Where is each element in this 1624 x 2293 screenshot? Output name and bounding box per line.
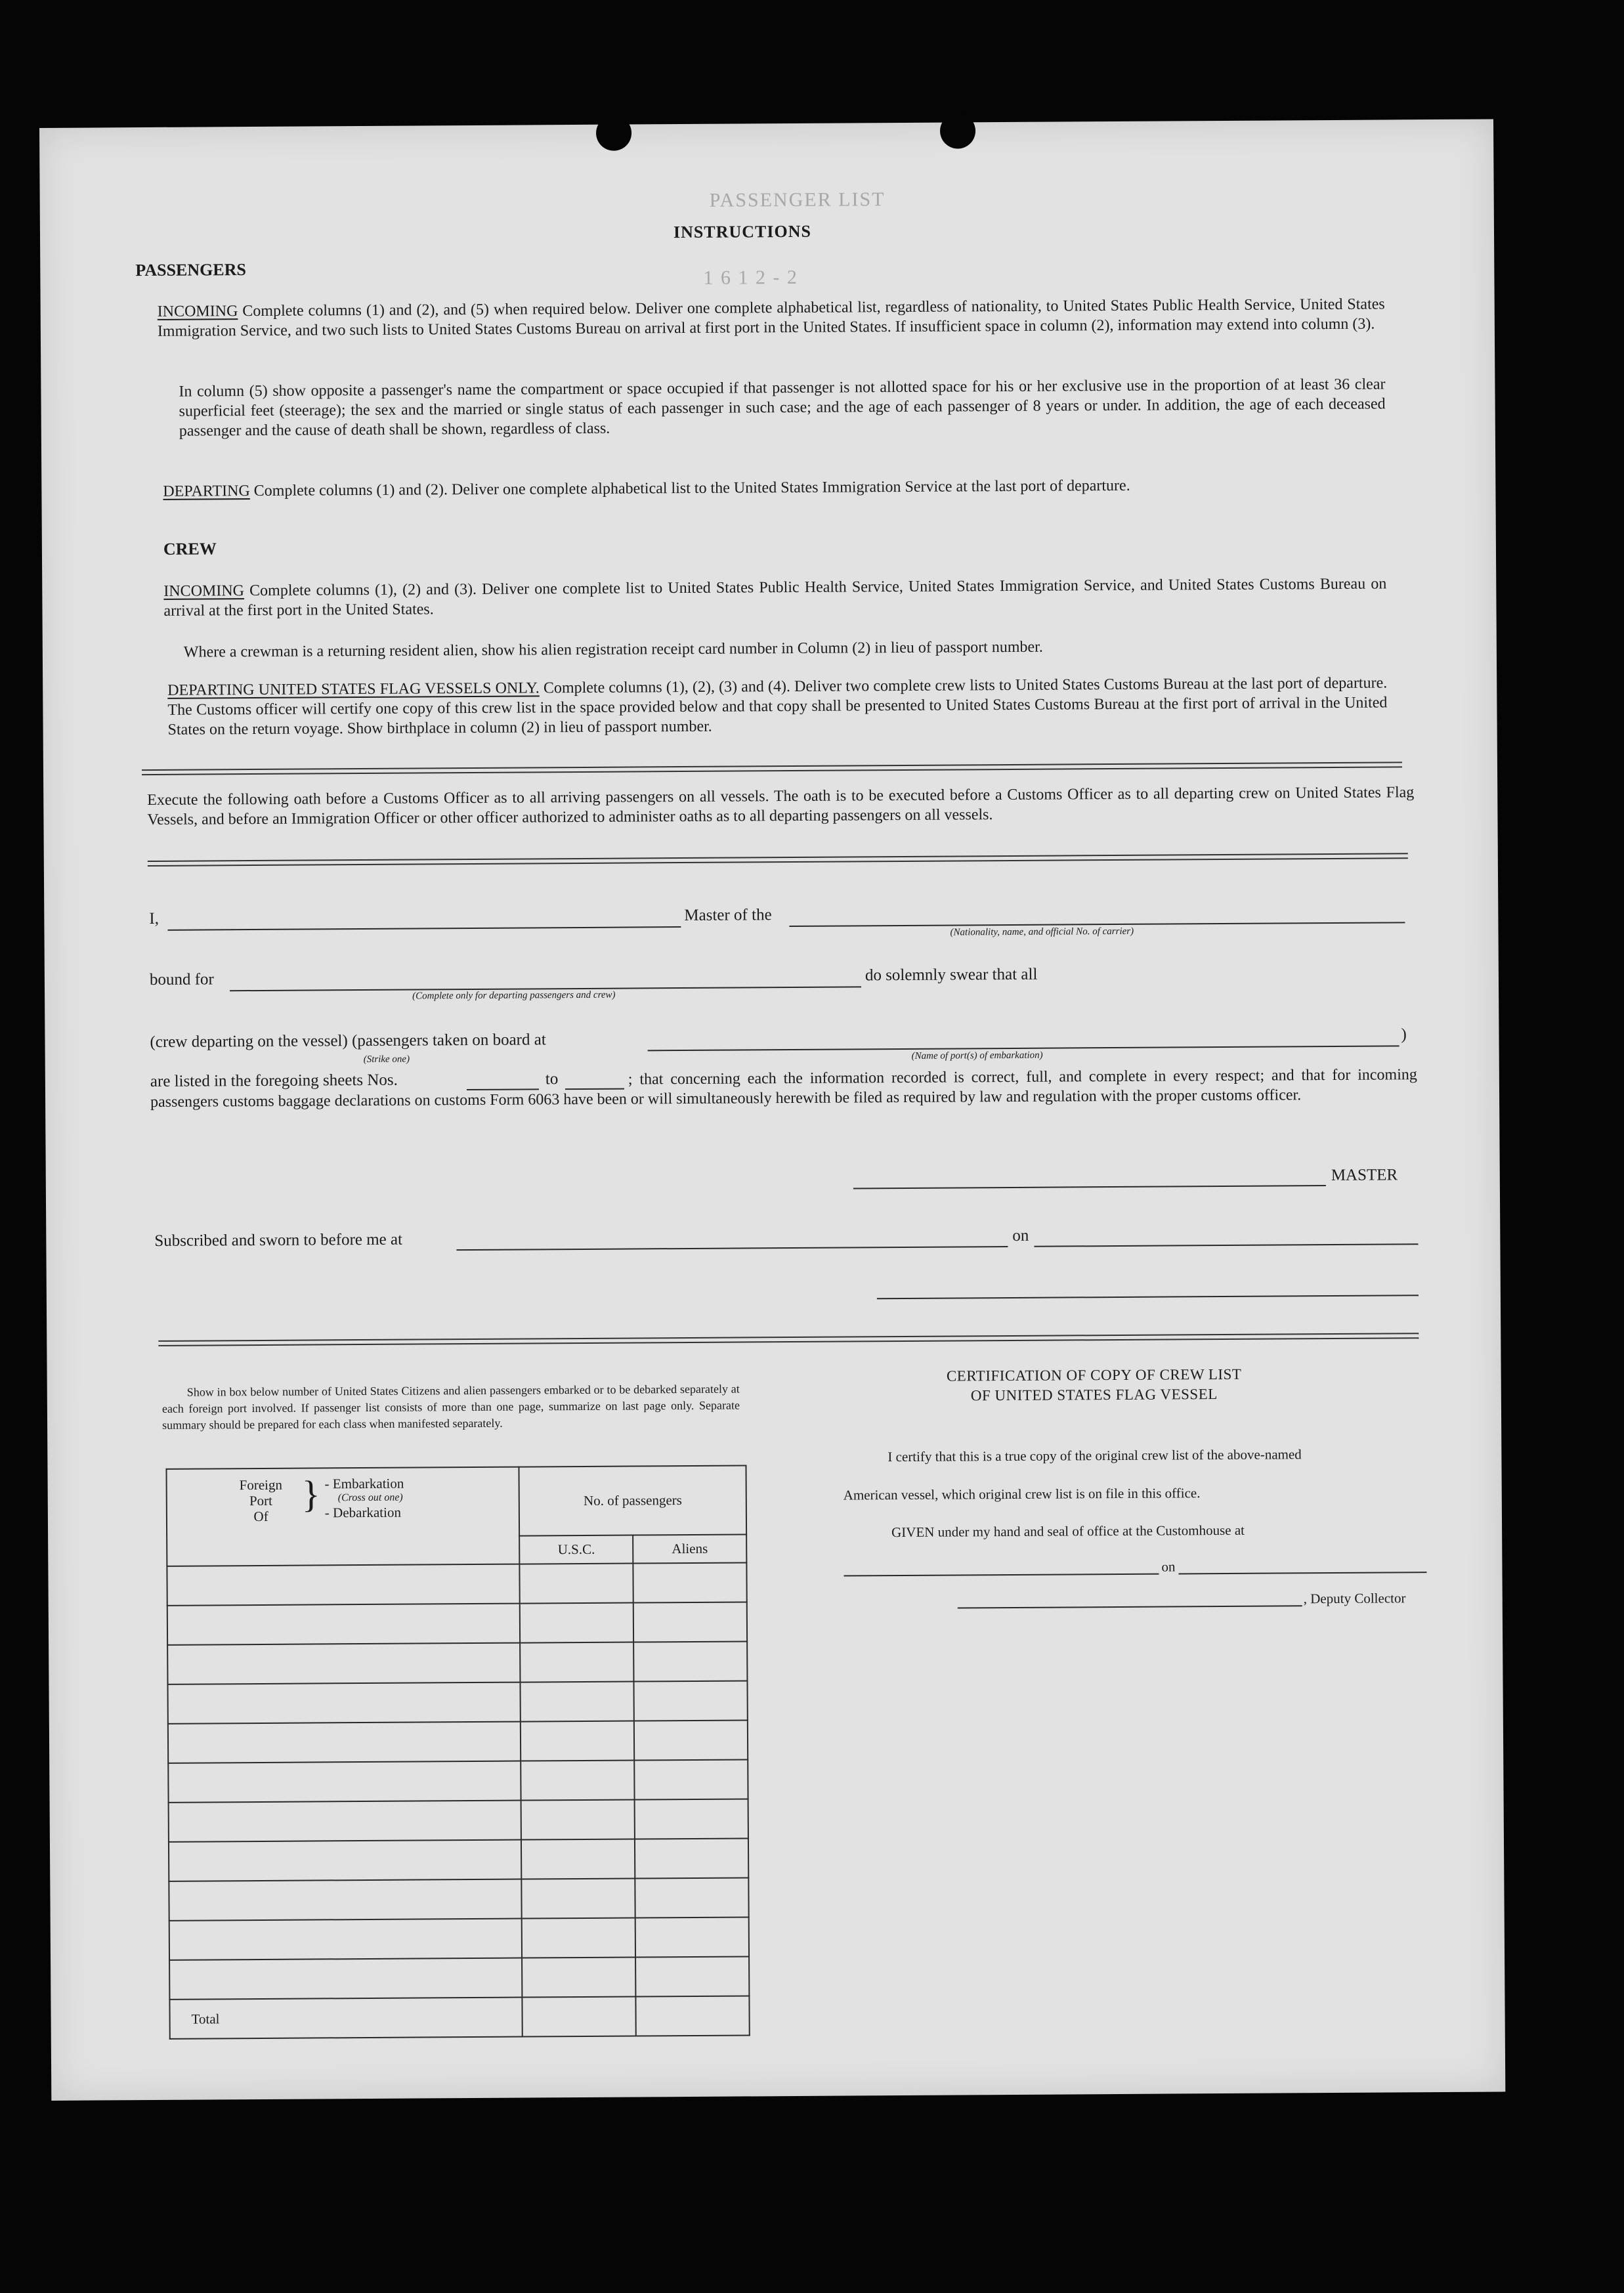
certification-title-line2: OF UNITED STATES FLAG VESSEL	[970, 1386, 1218, 1404]
crew-resident-paragraph: Where a crewman is a returning resident alien, show his alien registration receipt card number in Column (2) in lieu of passport number.	[183, 638, 1043, 661]
aliens-cell[interactable]	[635, 1877, 748, 1918]
port-cell[interactable]	[169, 1919, 523, 1960]
total-row	[169, 1996, 749, 2038]
oath-listed-rest: ; that concerning each the information recorded is correct, full, and complete in every respect; and that for incoming passengers customs baggage declarations on customs Form 6063 have been or will simultaneously herewith be filed as required by law and regulation with the proper customs officer.	[150, 1066, 1417, 1111]
crew-heading: CREW	[163, 539, 217, 559]
aliens-cell[interactable]	[634, 1720, 748, 1760]
subscribed-on-label: on	[1012, 1226, 1029, 1245]
brace-glyph: }	[301, 1472, 320, 1516]
subscribed-label: Subscribed and sworn to before me at	[154, 1230, 403, 1250]
aliens-cell[interactable]	[635, 1838, 748, 1878]
total-label: Total	[169, 1998, 523, 2039]
deputy-collector-label: , Deputy Collector	[1303, 1590, 1406, 1607]
aliens-cell[interactable]	[634, 1759, 748, 1799]
passengers-incoming-paragraph	[158, 294, 1385, 341]
to-label: to	[545, 1070, 559, 1088]
table-row	[167, 1562, 746, 1605]
deputy-signature-field[interactable]	[958, 1605, 1302, 1608]
table-row	[167, 1641, 747, 1684]
port-cell[interactable]	[169, 1879, 522, 1921]
certify-line1: I certify that this is a true copy of the original crew list of the above-named	[887, 1446, 1302, 1465]
passengers-departing-text: Complete columns (1) and (2). Deliver one complete alphabetical list to the United States Immigration Service at the last port of departure.	[253, 477, 1130, 500]
passengers-incoming-text: Complete columns (1) and (2), and (5) when required below. Deliver one complete alphabetical list, regardless of nationality, to United States Public Health Service, United States Immigration Service, and two such lists to United States Customs Bureau on arrival at first port in the United States. If insufficient space in column (2), information may extend into column (3).	[157, 295, 1385, 340]
table-row	[168, 1720, 748, 1763]
passengers-incoming-label: INCOMING	[157, 303, 238, 320]
usc-cell[interactable]	[520, 1642, 633, 1682]
port-cell[interactable]	[169, 1801, 522, 1842]
bleed-through-number: 1 6 1 2 - 2	[703, 266, 799, 289]
port-cell[interactable]	[168, 1722, 521, 1763]
crew-departing-label: (crew departing on the vessel) (passengers taken on board at	[150, 1031, 546, 1051]
summary-header-row	[166, 1465, 746, 1537]
passengers-departing-label: DEPARTING	[163, 482, 250, 500]
usc-cell[interactable]	[521, 1721, 634, 1761]
port-cell[interactable]	[168, 1761, 521, 1803]
total-usc-cell[interactable]	[523, 1997, 636, 2037]
oath-bottom-rule	[158, 1333, 1419, 1346]
aliens-cell[interactable]	[633, 1562, 747, 1602]
close-paren: )	[1401, 1025, 1407, 1044]
port-cell[interactable]	[169, 1958, 523, 2000]
summary-note: Show in box below number of United States Citizens and alien passengers embarked or to be debarked separately at each foreign port involved. If passenger list consists of more than one page, summarize on last page only. Separate summary should be prepared for each class when manifested separately.	[161, 1382, 740, 1432]
oath-top-rule	[148, 853, 1408, 867]
table-row	[169, 1917, 749, 1960]
certify-line2: American vessel, which original crew list is on file in this office.	[843, 1485, 1201, 1503]
listed-in-label: are listed in the foregoing sheets Nos.	[150, 1071, 398, 1090]
table-row	[169, 1956, 749, 1999]
crew-incoming-label: INCOMING	[163, 582, 245, 600]
crew-departing-label: DEPARTING UNITED STATES FLAG VESSELS ONLY.	[167, 679, 540, 699]
cross-out-label: (Cross out one)	[337, 1491, 403, 1504]
ports-caption: (Name of port(s) of embarkation)	[911, 1050, 1043, 1061]
oath-intro: Execute the following oath before a Customs Officer as to all arriving passengers on all vessels. The oath is to be executed before a Customs Officer as to all departing crew on United States Flag Vessels, and before an Immigration Officer or other officer authorized to administer oaths as to all departing passengers on all vessels.	[147, 784, 1415, 829]
port-cell[interactable]	[167, 1643, 521, 1684]
of-label: Of	[253, 1508, 268, 1525]
foreign-port-header	[166, 1467, 519, 1566]
aliens-cell[interactable]	[634, 1681, 748, 1721]
passengers-heading: PASSENGERS	[135, 260, 246, 280]
aliens-cell[interactable]	[635, 1956, 749, 1996]
given-line: GIVEN under my hand and seal of office at the Customhouse at	[891, 1522, 1245, 1541]
aliens-cell[interactable]	[635, 1917, 749, 1957]
crew-incoming-paragraph	[163, 574, 1386, 620]
column5-paragraph: In column (5) show opposite a passenger's name the compartment or space occupied if that passenger is not allotted space for his or her exclusive use in the proportion of at least 36 clear superficial feet (steerage); the sex and the married or single status of each passenger in such case; and the age of each passenger of 8 years or under. In addition, the age of each deceased passenger and the cause of death shall be shown, regardless of class.	[179, 375, 1386, 440]
debarkation-label: - Debarkation	[324, 1504, 402, 1521]
swear-label: do solemnly swear that all	[865, 965, 1038, 985]
bound-for-label: bound for	[149, 970, 214, 989]
table-row	[168, 1759, 748, 1802]
master-name-field[interactable]	[167, 926, 681, 931]
usc-cell[interactable]	[522, 1958, 635, 1998]
certification-on-label: on	[1161, 1558, 1176, 1575]
aliens-cell[interactable]	[633, 1602, 747, 1642]
port-cell[interactable]	[169, 1840, 522, 1881]
certification-date-field[interactable]	[1178, 1572, 1426, 1574]
subscribed-date-field[interactable]	[1034, 1243, 1418, 1247]
master-signature-field[interactable]	[853, 1185, 1326, 1189]
foreign-label: Foreign	[239, 1476, 283, 1493]
document-page	[39, 119, 1505, 2100]
bleed-through-header: PASSENGER LIST	[709, 188, 886, 211]
passengers-departing-paragraph	[163, 474, 1386, 501]
crew-departing-text: Complete columns (1), (2), (3) and (4). Deliver two complete crew lists to United States Customs Bureau at the last port of departure. The Customs officer will certify one copy of this crew list in the space provided below and that copy shall be presented to United States Customs Bureau at the first port of arrival in the United States on the return voyage. Show birthplace in column (2) in lieu of passport number.	[167, 674, 1388, 739]
usc-cell[interactable]	[520, 1603, 633, 1643]
customhouse-place-field[interactable]	[844, 1574, 1159, 1577]
passenger-summary-table	[165, 1465, 750, 2039]
oath-i-label: I,	[149, 909, 160, 928]
no-of-passengers-header: No. of passengers	[519, 1465, 746, 1535]
total-aliens-cell[interactable]	[636, 1996, 750, 2036]
subscribed-place-field[interactable]	[456, 1246, 1008, 1251]
port-label: Port	[249, 1492, 273, 1509]
usc-cell[interactable]	[522, 1879, 635, 1919]
punch-hole-right	[940, 113, 975, 148]
port-cell[interactable]	[167, 1564, 520, 1606]
port-cell[interactable]	[167, 1604, 521, 1645]
officer-signature-field[interactable]	[877, 1295, 1419, 1299]
crew-departing-paragraph	[167, 673, 1388, 739]
nationality-caption: (Nationality, name, and official No. of carrier)	[950, 926, 1134, 938]
aliens-cell[interactable]	[635, 1799, 748, 1839]
usc-cell[interactable]	[522, 1918, 635, 1958]
port-cell[interactable]	[167, 1682, 521, 1724]
usc-cell[interactable]	[520, 1564, 633, 1604]
embarkation-label: - Embarkation	[324, 1475, 404, 1492]
aliens-header: Aliens	[633, 1534, 746, 1563]
table-row	[169, 1877, 748, 1920]
usc-cell[interactable]	[521, 1839, 635, 1879]
usc-cell[interactable]	[521, 1761, 635, 1801]
departing-caption: (Complete only for departing passengers and crew)	[412, 989, 616, 1002]
master-label: MASTER	[1331, 1166, 1398, 1185]
instructions-bottom-rule	[142, 761, 1402, 775]
oath-listed-text	[150, 1065, 1417, 1112]
aliens-cell[interactable]	[633, 1641, 747, 1681]
usc-header: U.S.C.	[519, 1535, 633, 1564]
certification-title	[910, 1365, 1278, 1406]
crew-incoming-text: Complete columns (1), (2) and (3). Deliver one complete list to United States Public Health Service, United States Immigration Service, and United States Customs Bureau on arrival at the first port in the United States.	[163, 575, 1387, 620]
table-row	[167, 1681, 747, 1723]
master-of-the-label: Master of the	[684, 906, 772, 925]
table-row	[167, 1602, 747, 1644]
table-row	[169, 1838, 748, 1881]
table-row	[169, 1799, 748, 1841]
strike-one-caption: (Strike one)	[363, 1054, 410, 1065]
usc-cell[interactable]	[521, 1682, 634, 1722]
instructions-title: INSTRUCTIONS	[673, 221, 812, 242]
usc-cell[interactable]	[521, 1800, 635, 1840]
punch-hole-left	[596, 115, 631, 150]
certification-title-line1: CERTIFICATION OF COPY OF CREW LIST	[946, 1365, 1242, 1384]
